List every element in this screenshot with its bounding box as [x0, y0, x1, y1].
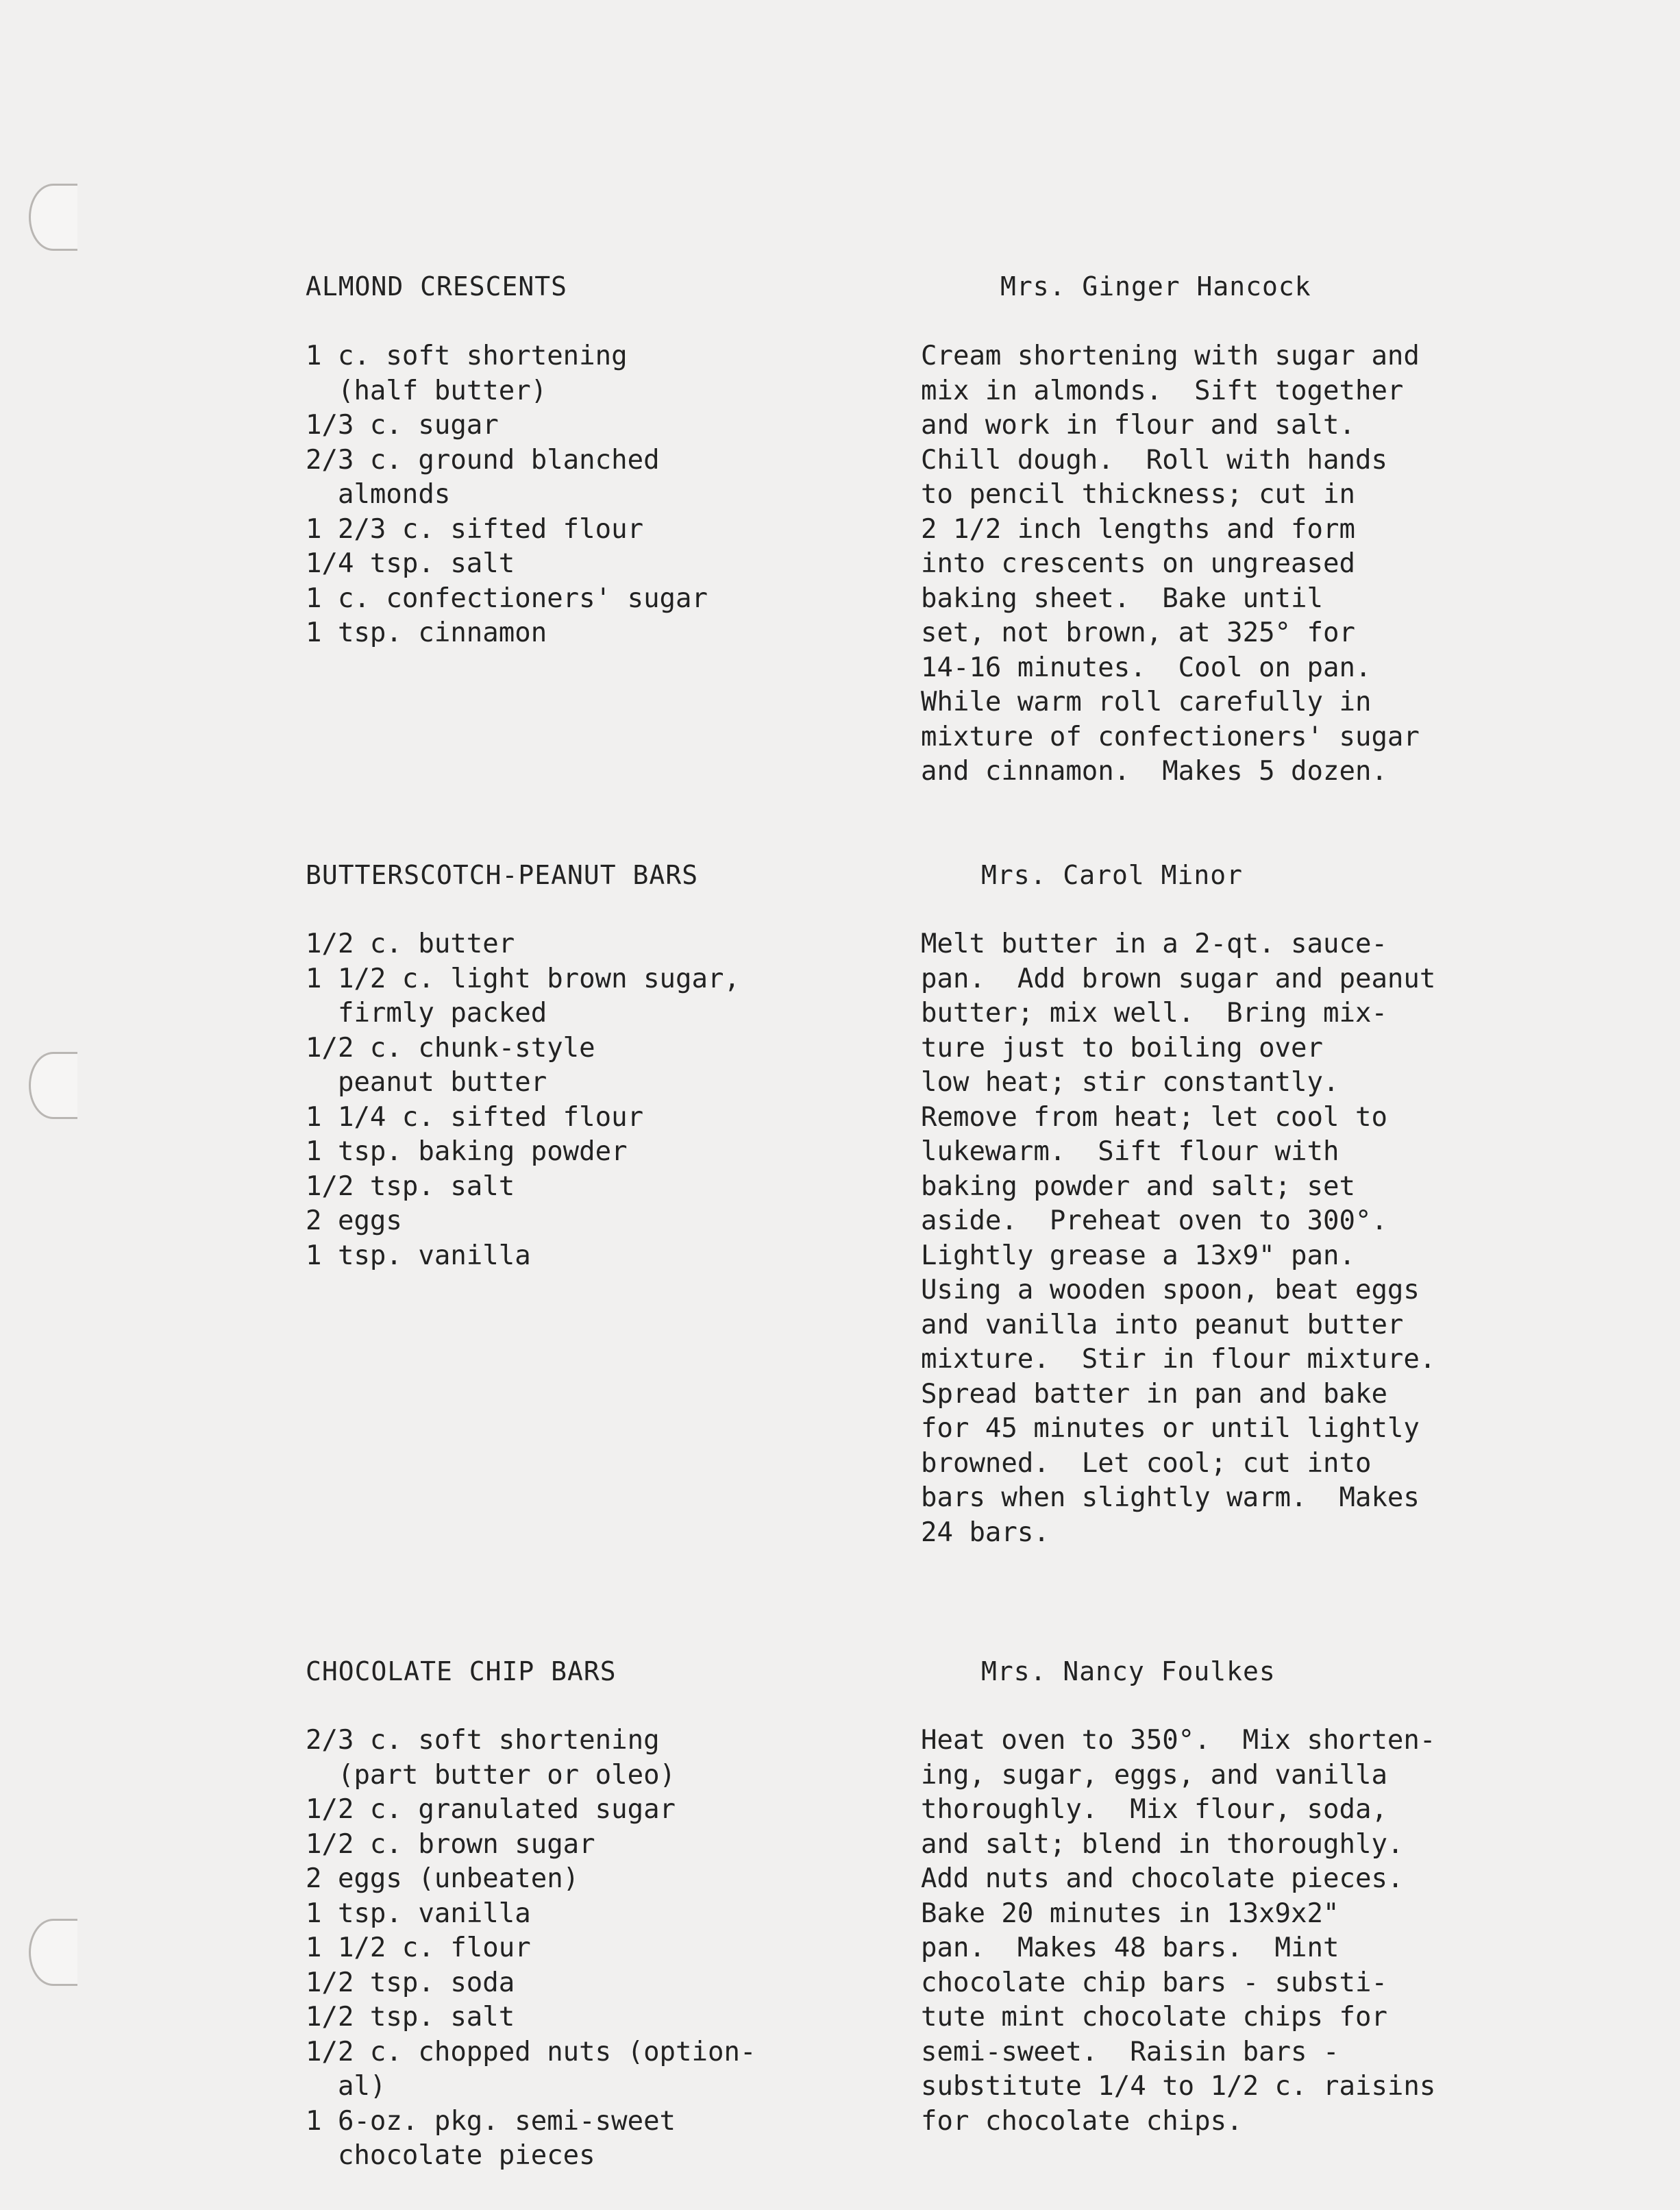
directions: Heat oven to 350°. Mix shorten- ing, sugar, eggs, and vanilla thoroughly. Mix flour, soda, and salt; blend in thoroughly. Add nuts and chocolate pieces. Bake 20 minutes in 13x9x2" pan. Makes 48 bars. Mint chocolate chip bars - substi- tute mint chocolate chips for semi-sweet. Raisin bars - substitute 1/4 to 1/2 c. raisins for chocolate chips. — [921, 1725, 1436, 2137]
recipe-author: Mrs. Ginger Hancock — [1000, 271, 1311, 302]
binder-hole — [29, 1052, 77, 1119]
ingredient-list: 1 c. soft shortening (half butter) 1/3 c. sugar 2/3 c. ground blanched almonds 1 2/3 c. sifted flour 1/4 tsp. salt 1 c. confectioners' sugar 1 tsp. cinnamon — [306, 341, 708, 648]
binder-hole — [29, 184, 77, 251]
directions: Cream shortening with sugar and mix in almonds. Sift together and work in flour and salt. Chill dough. Roll with hands to pencil thickness; cut in 2 1/2 inch lengths and form into crescents on ungreased baking sheet. Bake until set, not brown, at 325° for 14-16 minutes. Cool on pan. While warm roll carefully in mixture of confectioners' sugar and cinnamon. Makes 5 dozen. — [921, 341, 1420, 787]
recipe-author: Mrs. Nancy Foulkes — [981, 1656, 1276, 1686]
ingredient-list: 1/2 c. butter 1 1/2 c. light brown sugar, firmly packed 1/2 c. chunk-style peanut butter 1 1/4 c. sifted flour 1 tsp. baking powder 1/2 tsp. salt 2 eggs 1 tsp. vanilla — [306, 929, 740, 1271]
binder-hole — [29, 1919, 77, 1986]
recipe-title: ALMOND CRESCENTS — [306, 271, 568, 302]
ingredient-list: 2/3 c. soft shortening (part butter or oleo) 1/2 c. granulated sugar 1/2 c. brown sugar 2 eggs (unbeaten) 1 tsp. vanilla 1 1/2 c. flour 1/2 tsp. soda 1/2 tsp. salt 1/2 c. chopped nuts (option- al) 1 6-oz. pkg. semi-sweet chocolate pieces — [306, 1725, 756, 2171]
recipe-title: BUTTERSCOTCH-PEANUT BARS — [306, 860, 699, 890]
recipe-title: CHOCOLATE CHIP BARS — [306, 1656, 617, 1686]
directions: Melt butter in a 2-qt. sauce- pan. Add brown sugar and peanut butter; mix well. Bring mix- ture just to boiling over low heat; stir constantly. Remove from heat; let cool to lukewarm. Sift flour with baking powder and salt; set aside. Preheat oven to 300°. Lightly grease a 13x9" pan. Using a wooden spoon, beat eggs and vanilla into peanut butter mixture. Stir in flour mixture. Spread batter in pan and bake for 45 minutes or until lightly browned. Let cool; cut into bars when slightly warm. Makes 24 bars. — [921, 929, 1436, 1548]
recipe-author: Mrs. Carol Minor — [981, 860, 1244, 890]
